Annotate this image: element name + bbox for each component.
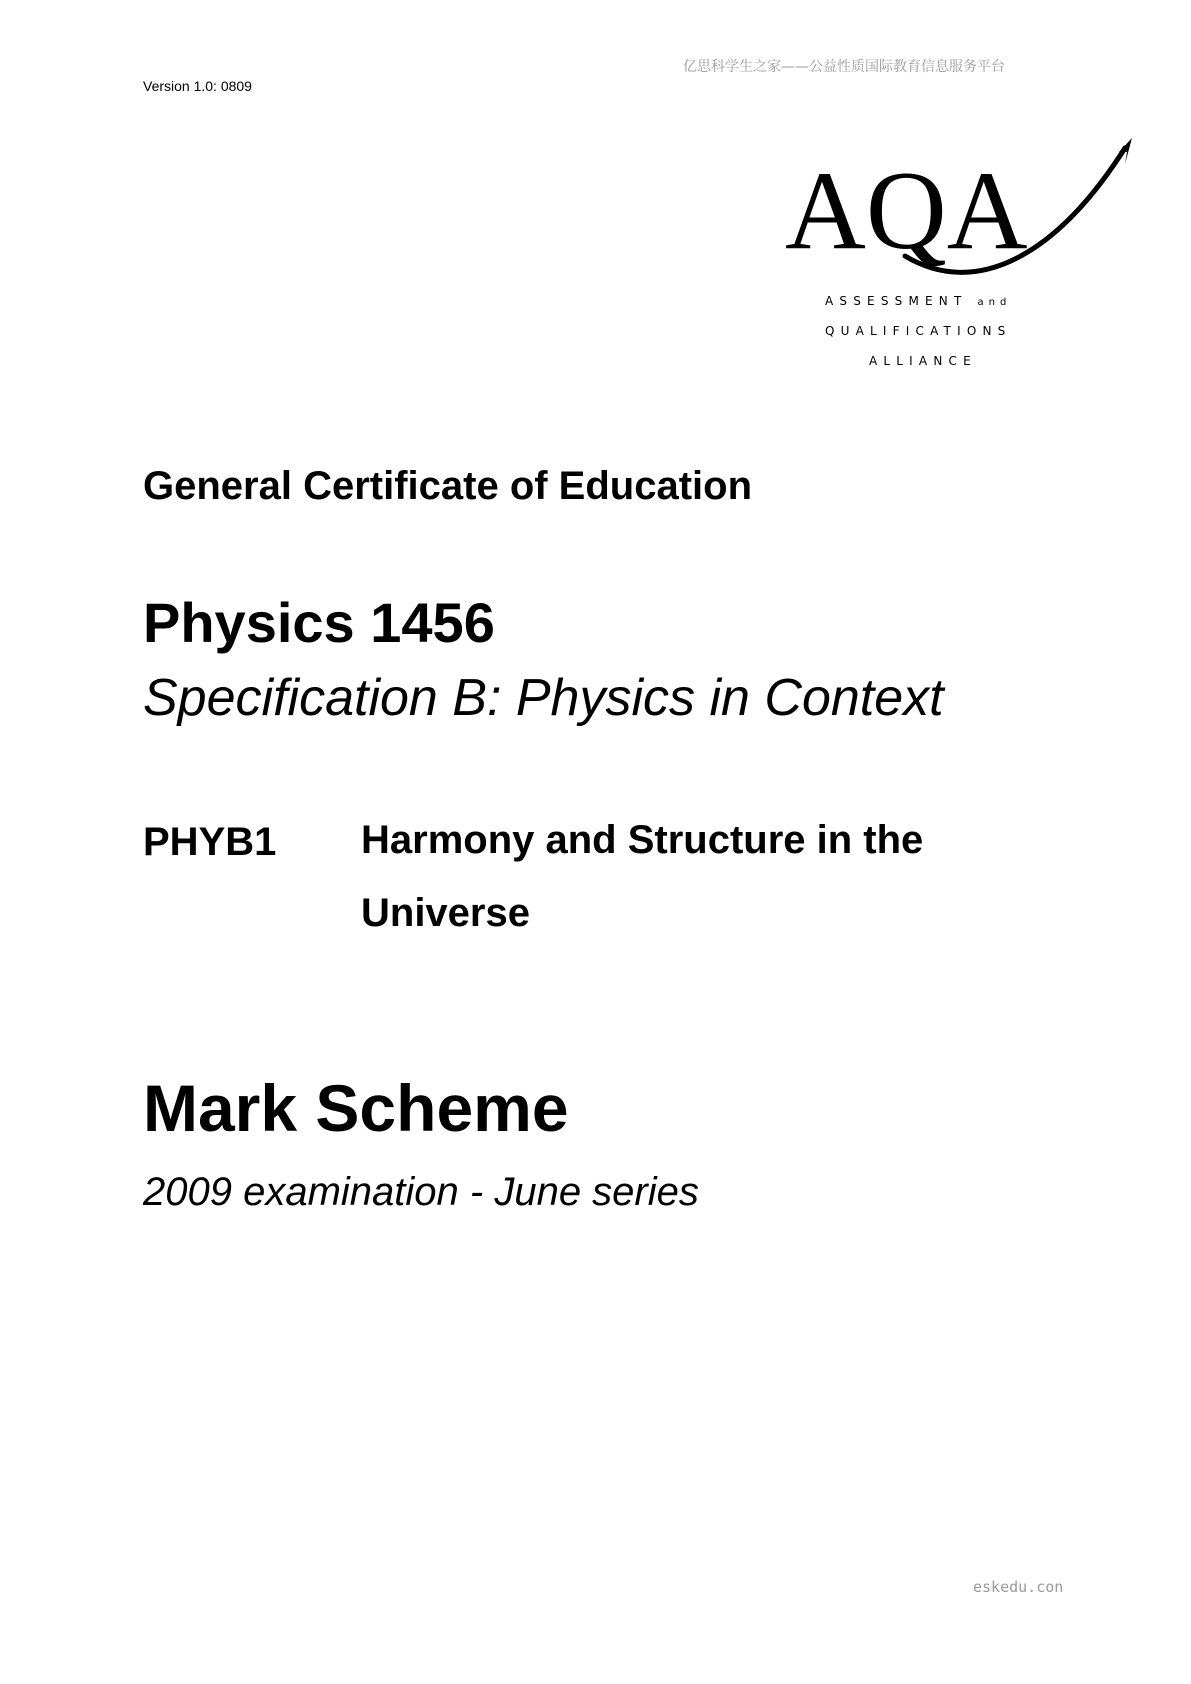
subject-title: Physics 1456 xyxy=(143,591,495,654)
watermark-top-text: 亿思科学生之家——公益性质国际教育信息服务平台 xyxy=(683,59,1005,75)
logo-line-qualifications: QUALIFICATIONS xyxy=(825,324,1012,338)
qualification-heading: General Certificate of Education xyxy=(143,464,753,508)
logo-and-text: and xyxy=(977,297,1012,308)
logo-assessment-text: ASSESSMENT xyxy=(825,294,968,308)
document-type-heading: Mark Scheme xyxy=(143,1071,569,1145)
unit-code: PHYB1 xyxy=(143,820,277,864)
specification-subtitle: Specification B: Physics in Context xyxy=(143,669,944,727)
arrowhead-icon xyxy=(1119,138,1132,164)
unit-title: Harmony and Structure in the Universe xyxy=(361,818,924,935)
watermark-bottom-text: eskedu.con xyxy=(973,1578,1064,1596)
aqa-wordmark-text: AQA xyxy=(785,149,1028,273)
logo-line-assessment xyxy=(825,294,1011,308)
version-label: Version 1.0: 0809 xyxy=(143,78,252,94)
aqa-wordmark-graphic xyxy=(785,138,1145,288)
logo-line-alliance: ALLIANCE xyxy=(869,354,977,368)
aqa-logo xyxy=(785,138,1145,378)
exam-series: 2009 examination - June series xyxy=(143,1170,699,1214)
